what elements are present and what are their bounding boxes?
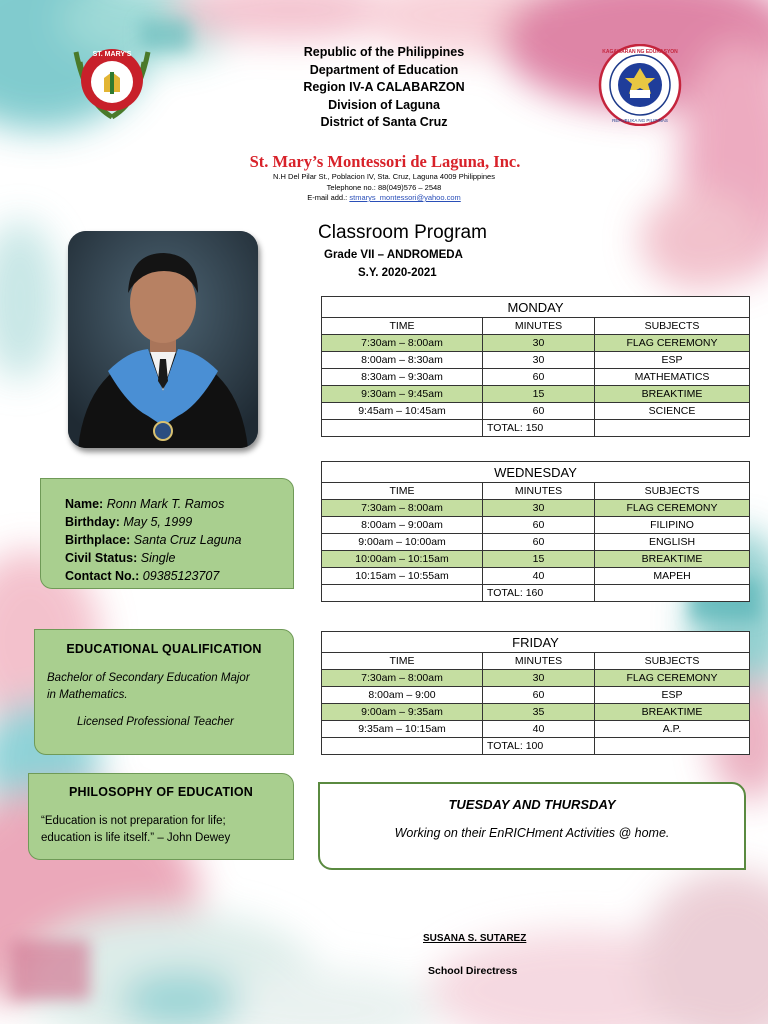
civil-status-value: Single	[140, 551, 176, 565]
telephone-line: Telephone no.: 88(049)576 – 2548	[326, 182, 442, 192]
philosophy-box	[28, 773, 294, 860]
subject-cell: FLAG CEREMONY	[595, 500, 750, 517]
minutes-cell: 15	[483, 386, 595, 403]
total-row	[322, 420, 750, 437]
signatory-name: SUSANA S. SUTAREZ	[423, 933, 527, 944]
empty-cell	[322, 738, 483, 755]
table-row	[322, 500, 750, 517]
total-row	[322, 738, 750, 755]
minutes-cell: 30	[483, 670, 595, 687]
subject-cell: ESP	[595, 687, 750, 704]
email-line	[234, 193, 534, 204]
subject-cell: ESP	[595, 352, 750, 369]
birthday-label: Birthday:	[65, 515, 120, 529]
day-header: WEDNESDAY	[322, 462, 750, 483]
subject-cell: ENGLISH	[595, 534, 750, 551]
school-logo-text: ST. MARY'S	[92, 51, 132, 58]
contact-label: Contact No.:	[65, 569, 140, 583]
birthday-line	[65, 513, 293, 531]
subject-cell: FLAG CEREMONY	[595, 335, 750, 352]
minutes-cell: 15	[483, 551, 595, 568]
program-title: Classroom Program	[318, 222, 487, 243]
subject-cell: FLAG CEREMONY	[595, 670, 750, 687]
minutes-cell: 60	[483, 687, 595, 704]
minutes-cell: 30	[483, 335, 595, 352]
time-cell: 8:30am – 9:30am	[322, 369, 483, 386]
teacher-photo	[68, 231, 258, 448]
email-link[interactable]: stmarys_montessori@yahoo.com	[349, 193, 461, 202]
table-row	[322, 335, 750, 352]
teacher-info-box	[40, 478, 294, 589]
table-row	[322, 386, 750, 403]
time-cell: 8:00am – 9:00am	[322, 517, 483, 534]
school-logo	[66, 42, 158, 120]
column-header-time: TIME	[322, 318, 483, 335]
minutes-cell: 35	[483, 704, 595, 721]
education-major-line: in Mathematics.	[47, 689, 128, 701]
civil-status-line	[65, 549, 293, 567]
column-header-minutes: MINUTES	[483, 318, 595, 335]
name-value: Ronn Mark T. Ramos	[106, 497, 225, 511]
birthday-value: May 5, 1999	[123, 515, 193, 529]
philosophy-heading: PHILOSOPHY OF EDUCATION	[68, 785, 253, 799]
subject-cell: MAPEH	[595, 568, 750, 585]
signatory-title: School Directress	[428, 965, 518, 977]
header-line: Region IV-A CALABARZON	[303, 80, 465, 94]
grade-section: Grade VII – ANDROMEDA	[324, 249, 463, 261]
minutes-cell: 40	[483, 721, 595, 738]
deped-seal	[597, 44, 683, 126]
portrait-image	[68, 231, 258, 448]
table-row	[322, 534, 750, 551]
subject-cell: BREAKTIME	[595, 704, 750, 721]
table-row	[322, 687, 750, 704]
table-row	[322, 517, 750, 534]
school-name: St. Mary’s Montessori de Laguna, Inc.	[249, 152, 521, 171]
column-header-subjects: SUBJECTS	[595, 653, 750, 670]
subject-cell: BREAKTIME	[595, 551, 750, 568]
table-row	[322, 704, 750, 721]
contact-line	[65, 567, 293, 585]
contact-value: 09385123707	[142, 569, 220, 583]
subject-cell: SCIENCE	[595, 403, 750, 420]
empty-cell	[595, 738, 750, 755]
column-header-minutes: MINUTES	[483, 483, 595, 500]
philosophy-quote-line1: “Education is not preparation for life;	[41, 815, 226, 827]
time-cell: 9:30am – 9:45am	[322, 386, 483, 403]
minutes-cell: 30	[483, 352, 595, 369]
minutes-cell: 60	[483, 369, 595, 386]
table-row	[322, 352, 750, 369]
column-header-time: TIME	[322, 653, 483, 670]
time-cell: 7:30am – 8:00am	[322, 335, 483, 352]
tuesday-thursday-note: Working on their EnRICHment Activities @ home.	[394, 826, 670, 840]
minutes-cell: 60	[483, 403, 595, 420]
deped-seal-text: KAGAWARAN NG EDUKASYON	[602, 49, 678, 55]
name-label: Name:	[65, 497, 104, 511]
column-header-time: TIME	[322, 483, 483, 500]
header-line: Department of Education	[309, 62, 459, 77]
government-header	[234, 44, 534, 132]
time-cell: 8:00am – 8:30am	[322, 352, 483, 369]
minutes-cell: 40	[483, 568, 595, 585]
minutes-cell: 60	[483, 534, 595, 551]
empty-cell	[322, 585, 483, 602]
birthplace-line	[65, 531, 293, 549]
column-header-subjects: SUBJECTS	[595, 318, 750, 335]
table-row	[322, 551, 750, 568]
empty-cell	[322, 420, 483, 437]
education-license-line: Licensed Professional Teacher	[77, 716, 234, 728]
subject-cell: FILIPINO	[595, 517, 750, 534]
address-line: N.H Del Pilar St., Poblacion IV, Sta. Cruz, Laguna 4009 Philippines	[273, 172, 495, 181]
education-heading: EDUCATIONAL QUALIFICATION	[66, 642, 262, 656]
deped-seal-subtext: REPUBLIKA NG PILIPINAS	[612, 118, 668, 123]
time-cell: 9:45am – 10:45am	[322, 403, 483, 420]
total-cell: TOTAL: 160	[483, 585, 595, 602]
time-cell: 7:30am – 8:00am	[322, 500, 483, 517]
name-line	[65, 495, 293, 513]
tuesday-thursday-box	[318, 782, 746, 870]
time-cell: 7:30am – 8:00am	[322, 670, 483, 687]
column-header-minutes: MINUTES	[483, 653, 595, 670]
time-cell: 10:00am – 10:15am	[322, 551, 483, 568]
total-cell: TOTAL: 100	[483, 738, 595, 755]
column-header-subjects: SUBJECTS	[595, 483, 750, 500]
table-row	[322, 403, 750, 420]
empty-cell	[595, 420, 750, 437]
header-line: Republic of the Philippines	[303, 45, 465, 59]
empty-cell	[595, 585, 750, 602]
day-header: FRIDAY	[322, 632, 750, 653]
time-cell: 9:00am – 10:00am	[322, 534, 483, 551]
table-row	[322, 670, 750, 687]
school-year: S.Y. 2020-2021	[358, 267, 437, 279]
minutes-cell: 30	[483, 500, 595, 517]
education-degree-line: Bachelor of Secondary Education Major	[47, 672, 250, 684]
subject-cell: MATHEMATICS	[595, 369, 750, 386]
table-row	[322, 369, 750, 386]
table-row	[322, 721, 750, 738]
birthplace-value: Santa Cruz Laguna	[133, 533, 242, 547]
table-row	[322, 568, 750, 585]
time-cell: 9:00am – 9:35am	[322, 704, 483, 721]
header-line: Division of Laguna	[328, 97, 440, 112]
total-cell: TOTAL: 150	[483, 420, 595, 437]
tuesday-thursday-heading: TUESDAY AND THURSDAY	[448, 797, 616, 812]
time-cell: 9:35am – 10:15am	[322, 721, 483, 738]
wednesday-schedule-table	[321, 461, 750, 602]
time-cell: 10:15am – 10:55am	[322, 568, 483, 585]
email-label: E-mail add.:	[307, 193, 348, 202]
day-header: MONDAY	[322, 297, 750, 318]
subject-cell: BREAKTIME	[595, 386, 750, 403]
time-cell: 8:00am – 9:00	[322, 687, 483, 704]
birthplace-label: Birthplace:	[65, 533, 131, 547]
philosophy-quote-line2: education is life itself.” – John Dewey	[41, 832, 231, 844]
total-row	[322, 585, 750, 602]
minutes-cell: 60	[483, 517, 595, 534]
subject-cell: A.P.	[595, 721, 750, 738]
education-box	[34, 629, 294, 755]
school-address	[234, 172, 534, 204]
header-line: District of Santa Cruz	[320, 115, 448, 129]
civil-status-label: Civil Status:	[65, 551, 138, 565]
monday-schedule-table	[321, 296, 750, 437]
friday-schedule-table	[321, 631, 750, 755]
